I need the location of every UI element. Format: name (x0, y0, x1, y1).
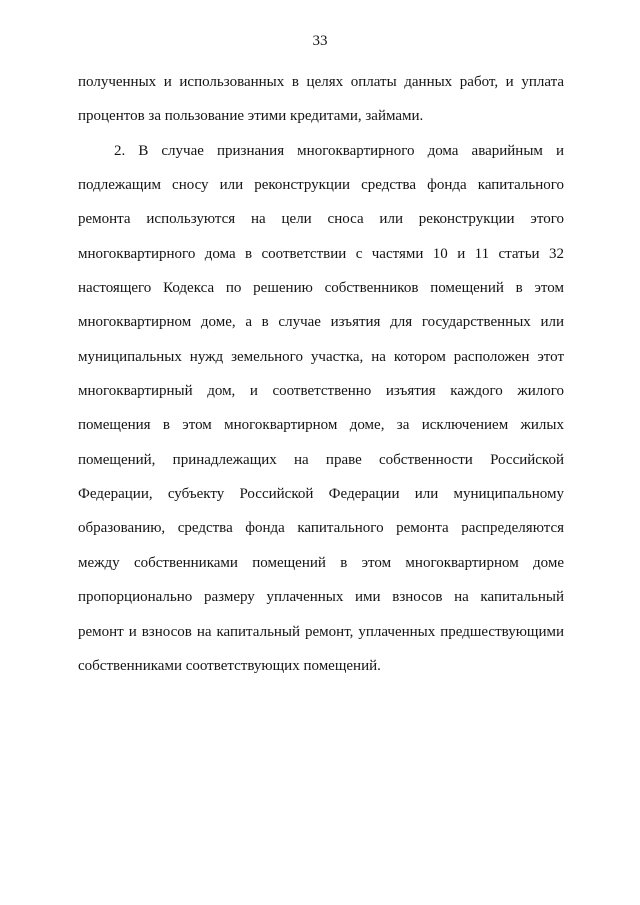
text-line: подлежащим сносу или реконструкции средства фонда капитального (78, 177, 564, 194)
paragraph-1 (78, 72, 564, 141)
text-line: муниципальных нужд земельного участка, на котором расположен этот (78, 348, 564, 365)
page-number: 33 (312, 33, 328, 49)
text-line: Федерации, субъекту Российской Федерации или муниципальному (78, 486, 564, 503)
text-line: образованию, средства фонда капитального ремонта распределяются (78, 520, 564, 537)
document-body (78, 72, 564, 690)
text-line: между собственниками помещений в этом многоквартирном доме (78, 554, 564, 571)
text-line: полученных и использованных в целях оплаты данных работ, и уплата (78, 74, 564, 90)
text-line: процентов за пользование этими кредитами, займами. (78, 108, 424, 125)
text-line: 2. В случае признания многоквартирного дома аварийным и (114, 142, 564, 159)
text-line: многоквартирный дом, и соответственно изъятия каждого жилого (78, 383, 564, 400)
text-line: пропорционально размеру уплаченных ими взносов на капитальный (78, 589, 564, 606)
text-line: ремонт и взносов на капитальный ремонт, уплаченных предшествующими (78, 623, 564, 640)
text-line: многоквартирном доме, а в случае изъятия для государственных или (78, 314, 564, 331)
text-line: собственниками соответствующих помещений. (78, 657, 381, 674)
paragraph-2 (78, 141, 564, 691)
text-line: настоящего Кодекса по решению собственников помещений в этом (78, 280, 564, 297)
text-line: многоквартирного дома в соответствии с частями 10 и 11 статьи 32 (78, 245, 564, 262)
text-line: помещения в этом многоквартирном доме, за исключением жилых (78, 417, 564, 434)
text-line: помещений, принадлежащих на праве собственности Российской (78, 451, 564, 468)
text-line: ремонта используются на цели сноса или реконструкции этого (78, 211, 564, 228)
